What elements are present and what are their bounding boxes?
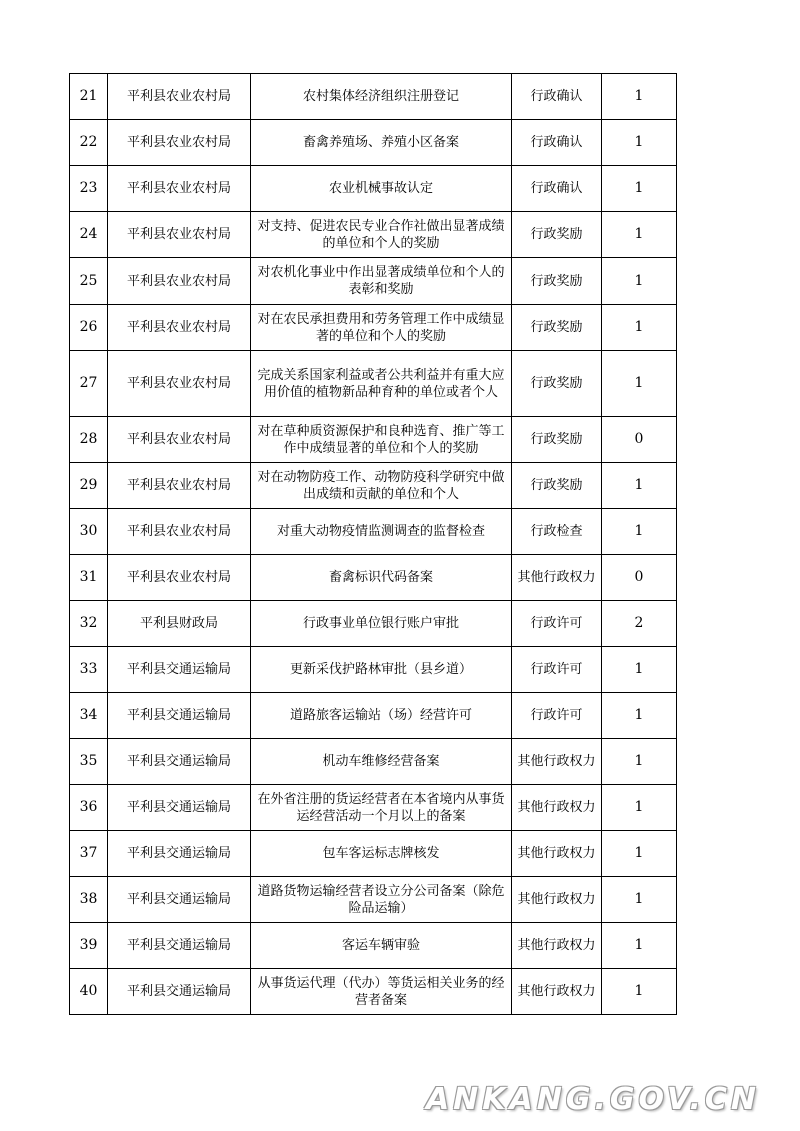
department-cell: 平利县农业农村局 <box>108 555 251 601</box>
power-list-table <box>69 73 677 1015</box>
table-row <box>70 120 677 166</box>
count-cell: 0 <box>602 555 677 601</box>
count-cell: 1 <box>602 305 677 351</box>
department-cell: 平利县农业农村局 <box>108 74 251 120</box>
count-cell: 1 <box>602 166 677 212</box>
table-row <box>70 509 677 555</box>
power-type-cell: 行政确认 <box>512 120 602 166</box>
count-cell: 1 <box>602 212 677 258</box>
count-cell: 1 <box>602 463 677 509</box>
table-row <box>70 463 677 509</box>
department-cell: 平利县农业农村局 <box>108 120 251 166</box>
table-row <box>70 739 677 785</box>
power-item-cell: 完成关系国家利益或者公共利益并有重大应用价值的植物新品种育种的单位或者个人 <box>251 351 512 417</box>
power-type-cell: 行政奖励 <box>512 305 602 351</box>
power-type-cell: 行政许可 <box>512 601 602 647</box>
row-number-cell: 30 <box>70 509 108 555</box>
power-type-cell: 其他行政权力 <box>512 923 602 969</box>
row-number-cell: 39 <box>70 923 108 969</box>
power-item-cell: 畜禽养殖场、养殖小区备案 <box>251 120 512 166</box>
row-number-cell: 22 <box>70 120 108 166</box>
power-item-cell: 农村集体经济组织注册登记 <box>251 74 512 120</box>
row-number-cell: 40 <box>70 969 108 1015</box>
row-number-cell: 38 <box>70 877 108 923</box>
row-number-cell: 26 <box>70 305 108 351</box>
table-row <box>70 923 677 969</box>
row-number-cell: 25 <box>70 258 108 305</box>
power-item-cell: 对在动物防疫工作、动物防疫科学研究中做出成绩和贡献的单位和个人 <box>251 463 512 509</box>
power-item-cell: 客运车辆审验 <box>251 923 512 969</box>
power-item-cell: 对在农民承担费用和劳务管理工作中成绩显著的单位和个人的奖励 <box>251 305 512 351</box>
count-cell: 0 <box>602 417 677 463</box>
power-item-cell: 从事货运代理（代办）等货运相关业务的经营者备案 <box>251 969 512 1015</box>
power-item-cell: 畜禽标识代码备案 <box>251 555 512 601</box>
power-type-cell: 行政奖励 <box>512 258 602 305</box>
department-cell: 平利县农业农村局 <box>108 417 251 463</box>
department-cell: 平利县农业农村局 <box>108 258 251 305</box>
power-type-cell: 行政奖励 <box>512 212 602 258</box>
power-type-cell: 行政奖励 <box>512 463 602 509</box>
power-type-cell: 行政确认 <box>512 74 602 120</box>
power-type-cell: 行政奖励 <box>512 351 602 417</box>
department-cell: 平利县交通运输局 <box>108 969 251 1015</box>
department-cell: 平利县农业农村局 <box>108 351 251 417</box>
power-item-cell: 更新采伐护路林审批（县乡道） <box>251 647 512 693</box>
table-row <box>70 831 677 877</box>
power-type-cell: 行政检查 <box>512 509 602 555</box>
table-row <box>70 351 677 417</box>
table-row <box>70 305 677 351</box>
power-item-cell: 对支持、促进农民专业合作社做出显著成绩的单位和个人的奖励 <box>251 212 512 258</box>
power-item-cell: 道路旅客运输站（场）经营许可 <box>251 693 512 739</box>
power-type-cell: 其他行政权力 <box>512 555 602 601</box>
power-item-cell: 对在草种质资源保护和良种选育、推广等工作中成绩显著的单位和个人的奖励 <box>251 417 512 463</box>
row-number-cell: 27 <box>70 351 108 417</box>
count-cell: 1 <box>602 74 677 120</box>
power-type-cell: 其他行政权力 <box>512 785 602 831</box>
table-row <box>70 417 677 463</box>
row-number-cell: 23 <box>70 166 108 212</box>
department-cell: 平利县交通运输局 <box>108 923 251 969</box>
power-type-cell: 其他行政权力 <box>512 969 602 1015</box>
power-type-cell: 行政奖励 <box>512 417 602 463</box>
department-cell: 平利县交通运输局 <box>108 647 251 693</box>
power-type-cell: 行政许可 <box>512 647 602 693</box>
row-number-cell: 36 <box>70 785 108 831</box>
table-row <box>70 877 677 923</box>
row-number-cell: 33 <box>70 647 108 693</box>
power-item-cell: 机动车维修经营备案 <box>251 739 512 785</box>
count-cell: 1 <box>602 258 677 305</box>
count-cell: 1 <box>602 120 677 166</box>
count-cell: 1 <box>602 647 677 693</box>
power-type-cell: 其他行政权力 <box>512 739 602 785</box>
table-row <box>70 601 677 647</box>
table-body <box>70 74 677 1015</box>
count-cell: 1 <box>602 785 677 831</box>
table-row <box>70 647 677 693</box>
count-cell: 1 <box>602 831 677 877</box>
power-type-cell: 行政许可 <box>512 693 602 739</box>
department-cell: 平利县交通运输局 <box>108 693 251 739</box>
row-number-cell: 32 <box>70 601 108 647</box>
row-number-cell: 28 <box>70 417 108 463</box>
count-cell: 1 <box>602 509 677 555</box>
power-item-cell: 行政事业单位银行账户审批 <box>251 601 512 647</box>
row-number-cell: 37 <box>70 831 108 877</box>
row-number-cell: 21 <box>70 74 108 120</box>
count-cell: 2 <box>602 601 677 647</box>
power-item-cell: 农业机械事故认定 <box>251 166 512 212</box>
department-cell: 平利县财政局 <box>108 601 251 647</box>
table-row <box>70 258 677 305</box>
power-item-cell: 包车客运标志牌核发 <box>251 831 512 877</box>
row-number-cell: 34 <box>70 693 108 739</box>
count-cell: 1 <box>602 351 677 417</box>
site-watermark: ANKANG.GOV.CN <box>425 1082 760 1117</box>
row-number-cell: 31 <box>70 555 108 601</box>
power-item-cell: 对重大动物疫情监测调查的监督检查 <box>251 509 512 555</box>
row-number-cell: 35 <box>70 739 108 785</box>
table-row <box>70 969 677 1015</box>
table-row <box>70 785 677 831</box>
count-cell: 1 <box>602 739 677 785</box>
department-cell: 平利县农业农村局 <box>108 305 251 351</box>
count-cell: 1 <box>602 877 677 923</box>
table-row <box>70 166 677 212</box>
table-row <box>70 212 677 258</box>
department-cell: 平利县交通运输局 <box>108 785 251 831</box>
power-item-cell: 对农机化事业中作出显著成绩单位和个人的表彰和奖励 <box>251 258 512 305</box>
department-cell: 平利县交通运输局 <box>108 739 251 785</box>
department-cell: 平利县农业农村局 <box>108 212 251 258</box>
count-cell: 1 <box>602 693 677 739</box>
power-type-cell: 行政确认 <box>512 166 602 212</box>
row-number-cell: 24 <box>70 212 108 258</box>
table-row <box>70 555 677 601</box>
count-cell: 1 <box>602 923 677 969</box>
department-cell: 平利县农业农村局 <box>108 509 251 555</box>
count-cell: 1 <box>602 969 677 1015</box>
power-type-cell: 其他行政权力 <box>512 831 602 877</box>
department-cell: 平利县农业农村局 <box>108 463 251 509</box>
power-item-cell: 道路货物运输经营者设立分公司备案（除危险品运输） <box>251 877 512 923</box>
table-row <box>70 693 677 739</box>
row-number-cell: 29 <box>70 463 108 509</box>
power-item-cell: 在外省注册的货运经营者在本省境内从事货运经营活动一个月以上的备案 <box>251 785 512 831</box>
table-row <box>70 74 677 120</box>
department-cell: 平利县交通运输局 <box>108 877 251 923</box>
department-cell: 平利县农业农村局 <box>108 166 251 212</box>
power-type-cell: 其他行政权力 <box>512 877 602 923</box>
department-cell: 平利县交通运输局 <box>108 831 251 877</box>
